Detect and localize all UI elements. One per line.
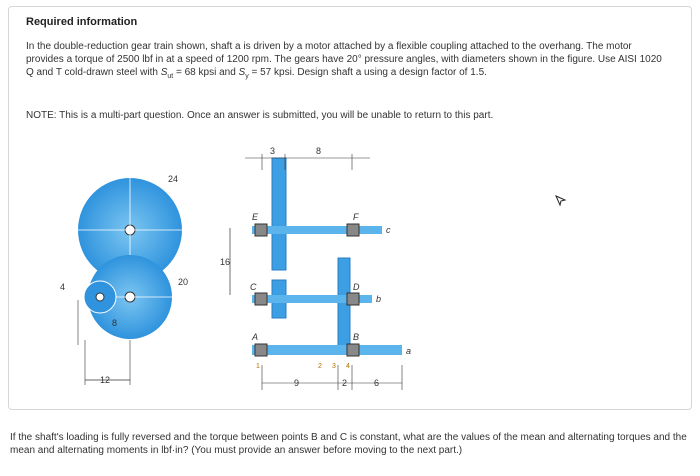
label-a: a	[406, 346, 412, 356]
sut-subscript: ut	[167, 73, 174, 80]
label-C: C	[250, 282, 257, 292]
label-B: B	[353, 332, 360, 342]
label-d12: 12	[100, 375, 111, 385]
label-d9: 9	[294, 378, 300, 388]
label-d1: 1	[256, 363, 260, 370]
sut-symbol: S	[160, 67, 168, 78]
note-text: NOTE: This is a multi-part question. Once an answer is submitted, you will be unable to return to this part.	[26, 110, 494, 121]
gear-side-upper	[272, 158, 286, 270]
section-title: Required information	[26, 16, 138, 28]
mouse-pointer-icon	[555, 195, 567, 207]
gear-train-figure	[40, 140, 440, 395]
sy-value: = 57 kpsi. Design shaft a using a design factor of 1.5.	[248, 67, 487, 78]
label-d8: 8	[112, 318, 118, 328]
problem-intro: In the double-reduction gear train shown, shaft a is driven by a motor attached by a flexible coupling attached to the overhang. The motor provides a torque of 2500 lbf in at a speed of 1200 rpm. The gears have 20° pressure angles, with diameters shown in the figure. Use AISI 1020 Q and T cold-drawn steel with	[26, 41, 662, 78]
label-d8top: 8	[316, 146, 322, 156]
shaft-a	[252, 345, 402, 355]
label-c: c	[386, 225, 391, 235]
label-d24: 24	[168, 174, 179, 184]
question-text: If the shaft's loading is fully reversed and the torque between points B and C is constant, what are the values of the mean and alternating torques and the mean and alternating moments in lbf·in? (You must provide an answer before moving to the next part.)	[10, 432, 687, 456]
label-d2s: 2	[318, 363, 322, 370]
label-E: E	[252, 212, 259, 222]
sy-symbol: S	[238, 67, 246, 78]
label-d16: 16	[220, 257, 231, 267]
label-d6: 6	[374, 378, 380, 388]
label-d4: 4	[60, 282, 66, 292]
label-d2: 2	[342, 378, 348, 388]
label-d20: 20	[178, 277, 189, 287]
label-d4s: 4	[346, 363, 350, 370]
sut-value: = 68 kpsi and	[173, 67, 239, 78]
shaft-c	[252, 226, 382, 234]
label-D: D	[353, 282, 360, 292]
label-b: b	[376, 294, 382, 304]
label-d3s: 3	[332, 363, 336, 370]
problem-statement	[26, 40, 666, 83]
label-A: A	[252, 332, 259, 342]
label-d3: 3	[270, 146, 276, 156]
label-F: F	[353, 212, 359, 222]
sy-subscript: y	[245, 73, 249, 80]
